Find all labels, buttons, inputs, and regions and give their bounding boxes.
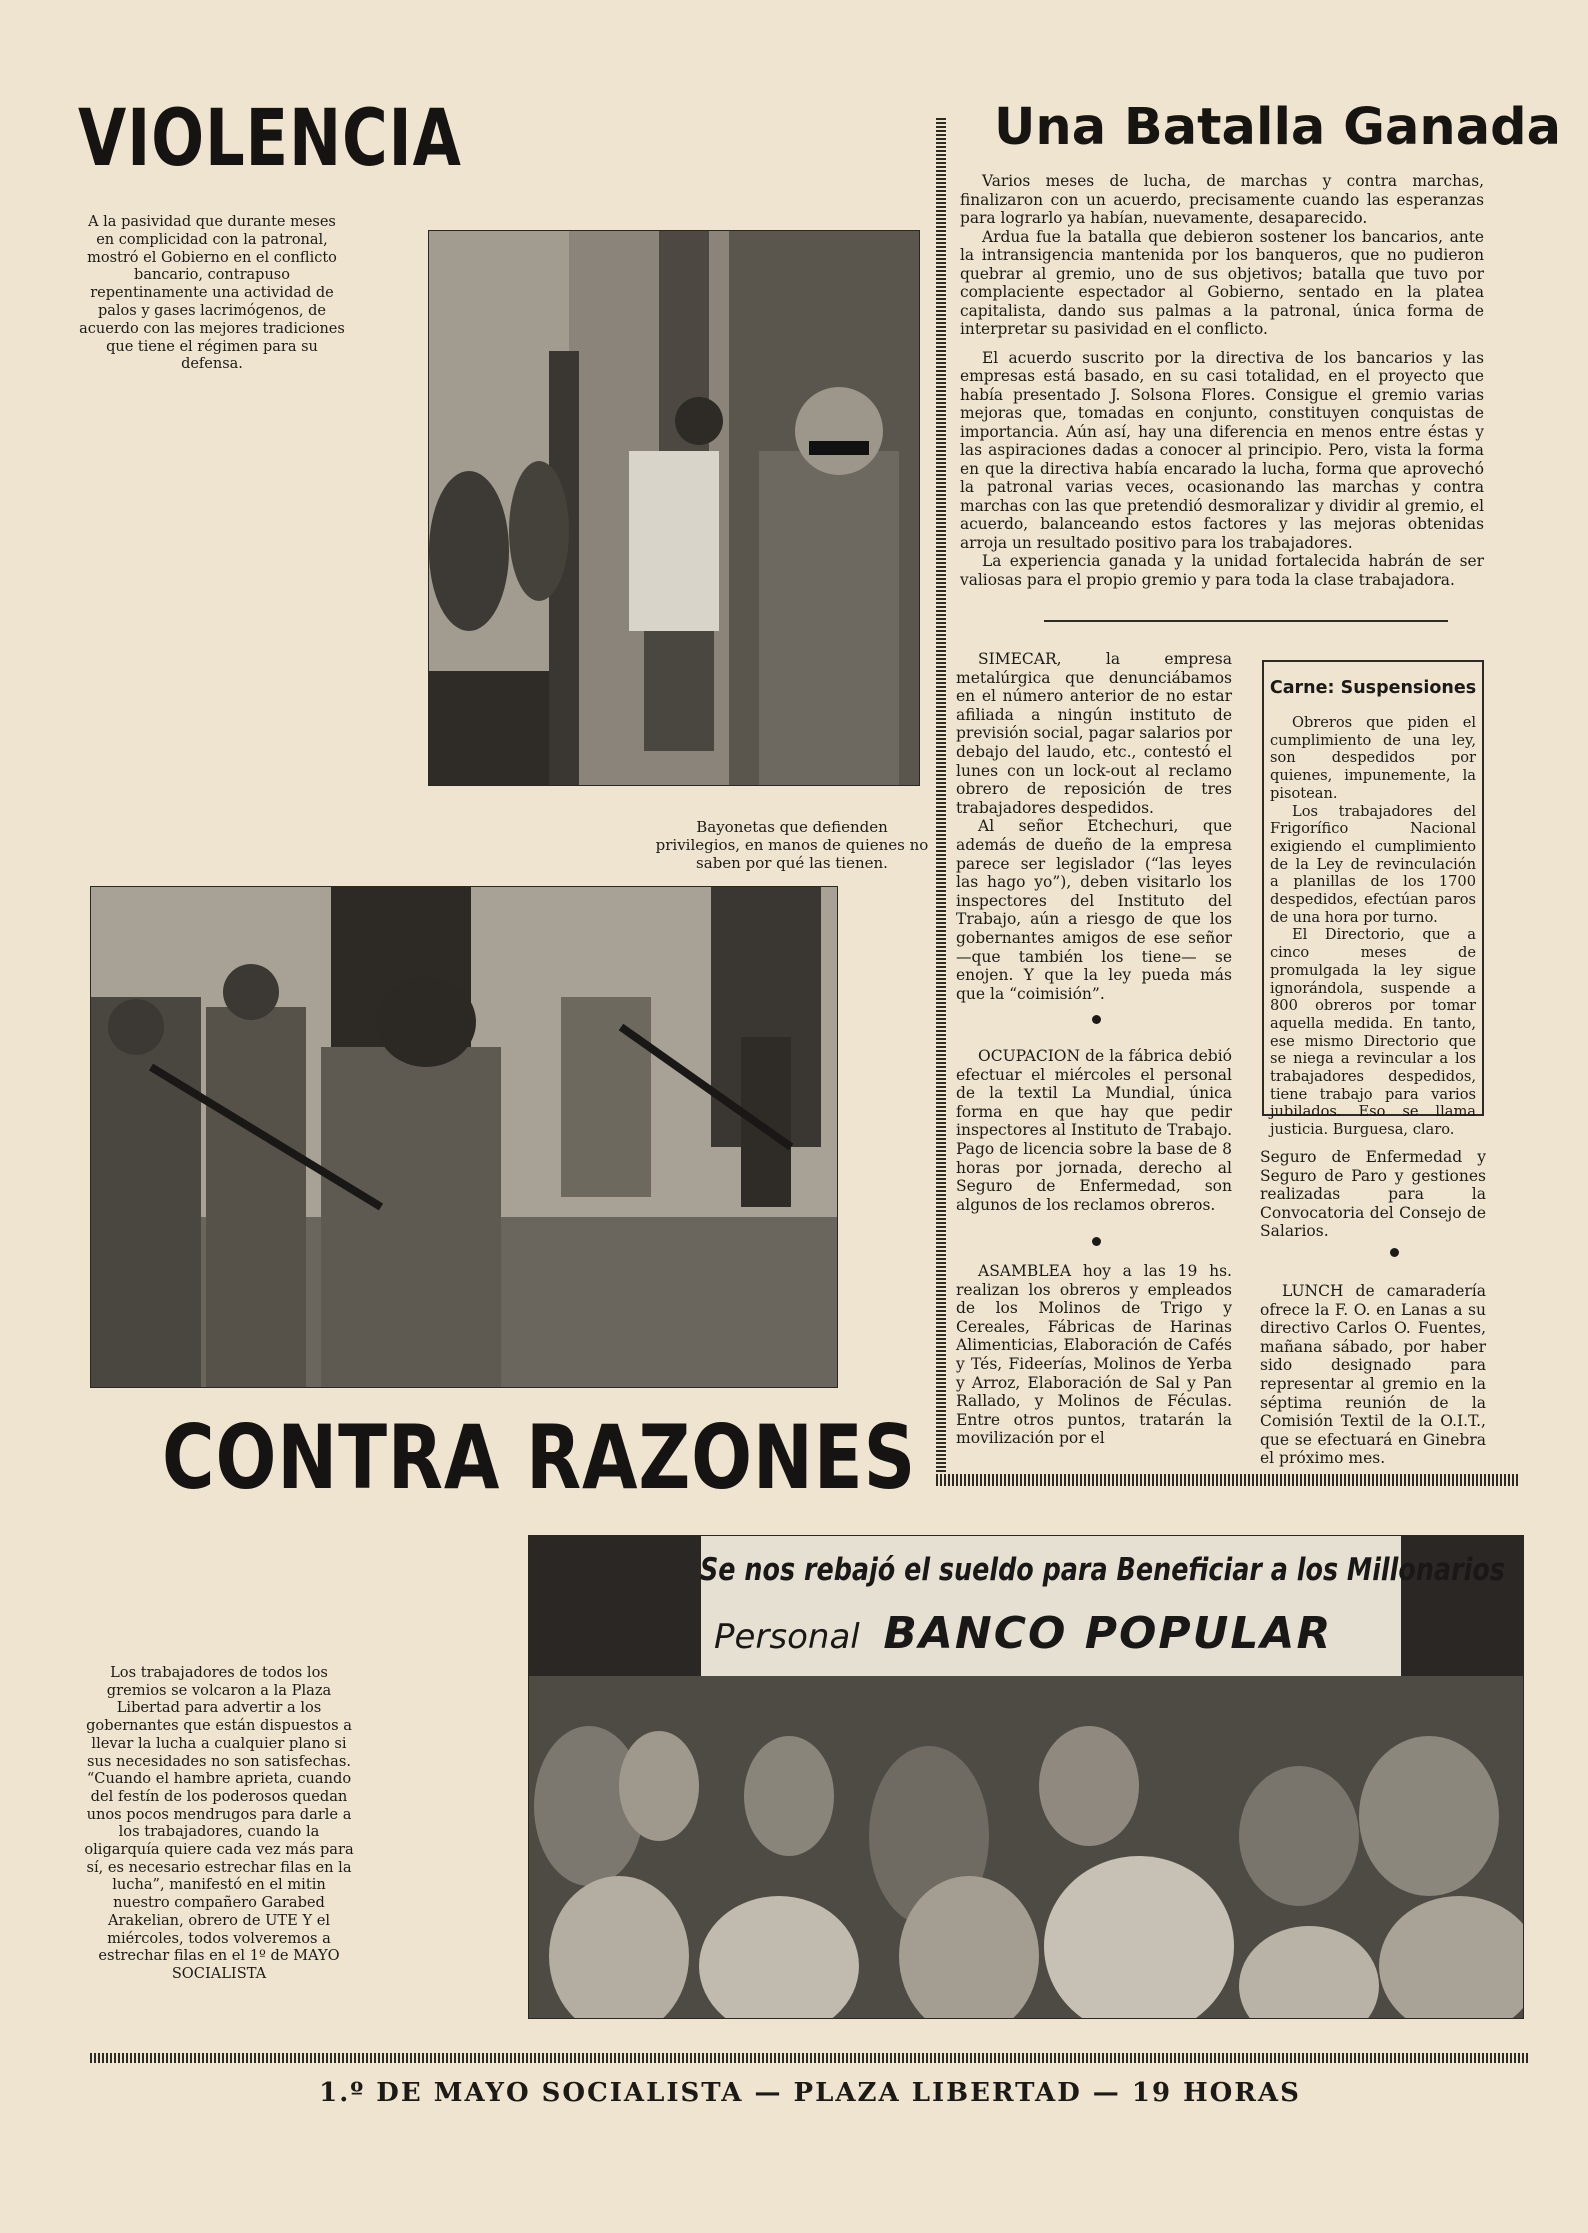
batalla-paragraph-2: Ardua fue la batalla que debieron sostener los bancarios, ante la intransigencia mantenida por los banqueros, que no pudieron quebrar al gremio, uno de sus objetivos; batalla que tuvo por complaciente espectador al Gobierno, sentado en la platea capitalista, dando sus palmas a la patronal, única forma de interpretar su pasividad en el conflicto. [960, 227, 1484, 338]
simecar-paragraph-2: Al señor Etchechuri, que además de dueño de la empresa parece ser legislador (“las leyes las hago yo”), deben visitarlo los inspectores del Instituto del Trabajo, aún a riesgo de que los gobernantes amigos de ese señor —que también los tiene— se enojen. Y que la ley pueda más que la “coimisión”. [956, 817, 1232, 1003]
batalla-paragraph-1: Varios meses de lucha, de marchas y contra marchas, finalizaron con un acuerdo, precisamente cuando las esperanzas para lograrlo ya habían, nuevamente, desaparecido. [960, 172, 1484, 227]
lunch-text: LUNCH de camaradería ofrece la F. O. en Lanas a su directivo Carlos O. Fuentes, mañana sábado, por haber sido designado para representar al gremio en la séptima reunión de la Comisión Textil de la O.I.T., que se efectuará en Ginebra el próximo mes. [1260, 1282, 1486, 1468]
asamblea-article [956, 1262, 1232, 1448]
bullet-3 [1390, 1248, 1399, 1257]
batalla-paragraph-3: El acuerdo suscrito por la directiva de los bancarios y las empresas está basado, en su casi totalidad, en el proyecto que había presentado J. Solsona Flores. Consigue el gremio varias mejoras que, tomadas en conjunto, constituyen conquistas de importancia. Aún así, hay una diferencia en menos entre éstas y las aspiraciones dadas a conocer al principio. Pero, vista la forma en que la directiva había encarado la lucha, forma que aprovechó la patronal varias veces, ocasionando las marchas y contra marchas con las que pretendió desmoralizar y dividir al gremio, el acuerdo, balanceando estos factores y las mejoras obtenidas arroja un resultado positivo para los trabajadores. [960, 348, 1484, 552]
asamblea-text: ASAMBLEA hoy a las 19 hs. realizan los obreros y empleados de los Molinos de Trigo y Cereales, Fábricas de Harinas Alimenticias, Elaboración de Cafés y Tés, Fideerías, Molinos de Yerba y Arroz, Elaboración de Sal y Pan Rallado, y Molinos de Féculas. Entre otros puntos, tratarán la movilización por el [956, 1262, 1232, 1448]
banner-line-1: Se nos rebajó el sueldo para Beneficiar a los Millonarios [700, 1552, 1505, 1588]
plaza-text: Los trabajadores de todos los gremios se volcaron a la Plaza Libertad para advertir a los gobernantes que están dispuestos a llevar la lucha a cualquier plano si sus necesidades no son satisfechas. “Cuando el hambre aprieta, cuando del festín de los poderosos quedan unos pocos mendrugos para darle a los trabajadores, cuando la oligarquía quiere cada vez más para sí, es necesario estrechar filas en la lucha”, manifestó en el mitin nuestro compañero Garabed Arakelian, obrero de UTE Y el miércoles, todos volveremos a estrechar filas en el 1º de MAYO SOCIALISTA [84, 1664, 354, 1982]
ocupacion-article [956, 1047, 1232, 1214]
photo-police-tear-gas [428, 230, 920, 786]
carne-article [1270, 714, 1476, 1139]
batalla-article [960, 172, 1484, 589]
lunch-article [1260, 1282, 1486, 1468]
batalla-paragraph-4: La experiencia ganada y la unidad fortalecida habrán de ser valiosas para el propio gremio y para toda la clase trabajadora. [960, 552, 1484, 589]
bullet-2 [1092, 1237, 1101, 1246]
simecar-article [956, 650, 1232, 1003]
banner-personal: Personal [714, 1617, 860, 1657]
contra-razones-headline: CONTRA RAZONES [162, 1406, 917, 1509]
column-rule-bottom [936, 1474, 1518, 1486]
carne-paragraph-1: Obreros que piden el cumplimiento de una ley, son despedidos por quienes, impunemente, la pisotean. [1270, 714, 1476, 802]
footer-rule [90, 2053, 1530, 2063]
banner-banco-popular: BANCO POPULAR [883, 1608, 1333, 1659]
bullet-1 [1092, 1015, 1101, 1024]
seguro-text: Seguro de Enfermedad y Seguro de Paro y gestiones realizadas para la Convocatoria del Consejo de Salarios. [1260, 1148, 1486, 1241]
photo-soldiers-bayonets [90, 886, 838, 1388]
ocupacion-text: OCUPACION de la fábrica debió efectuar el miércoles el personal de la textil La Mundial, única forma en que hay que pedir inspectores al Instituto de Trabajo. Pago de licencia sobre la base de 8 horas por jornada, derecho al Seguro de Enfermedad, son algunos de los reclamos obreros. [956, 1047, 1232, 1214]
violencia-text: A la pasividad que durante meses en complicidad con la patronal, mostró el Gobierno en el conflicto bancario, contrapuso repentinamente una actividad de palos y gases lacrimógenos, de acuerdo con las mejores tradiciones que tiene el régimen para su defensa. [79, 214, 345, 373]
photo-caption: Bayonetas que defienden privilegios, en manos de quienes no saben por qué las tienen. [655, 818, 929, 872]
carne-paragraph-3: El Directorio, que a cinco meses de promulgada la ley sigue ignorándola, suspende a 800 obreros por tomar aquella medida. En tanto, ese mismo Directorio que se niega a revincular a los trabajadores despedidos, tiene trabajo para varios jubilados. Eso se llama justicia. Burguesa, claro. [1270, 926, 1476, 1139]
violencia-headline: VIOLENCIA [78, 94, 462, 184]
simecar-paragraph-1: SIMECAR, la empresa metalúrgica que denunciábamos en el número anterior de no estar afiliada a ningún instituto de previsión social, pagar salarios por debajo del laudo, etc., contestó el lunes con un lock-out al reclamo obrero de reposición de tres trabajadores despedidos. [956, 650, 1232, 817]
footer-line: 1.º DE MAYO SOCIALISTA — PLAZA LIBERTAD — 19 HORAS [319, 2078, 1301, 2108]
carne-paragraph-2: Los trabajadores del Frigorífico Nacional exigiendo el cumplimiento de la Ley de revinculación a planillas de los 1700 despedidos, efectúan paros de una hora por turno. [1270, 802, 1476, 926]
carne-title: Carne: Suspensiones [1269, 678, 1477, 698]
protest-banner [700, 1544, 1505, 1672]
batalla-headline: Una Batalla Ganada [994, 98, 1562, 157]
column-rule-vertical [936, 118, 946, 1486]
batalla-divider [1044, 620, 1448, 622]
